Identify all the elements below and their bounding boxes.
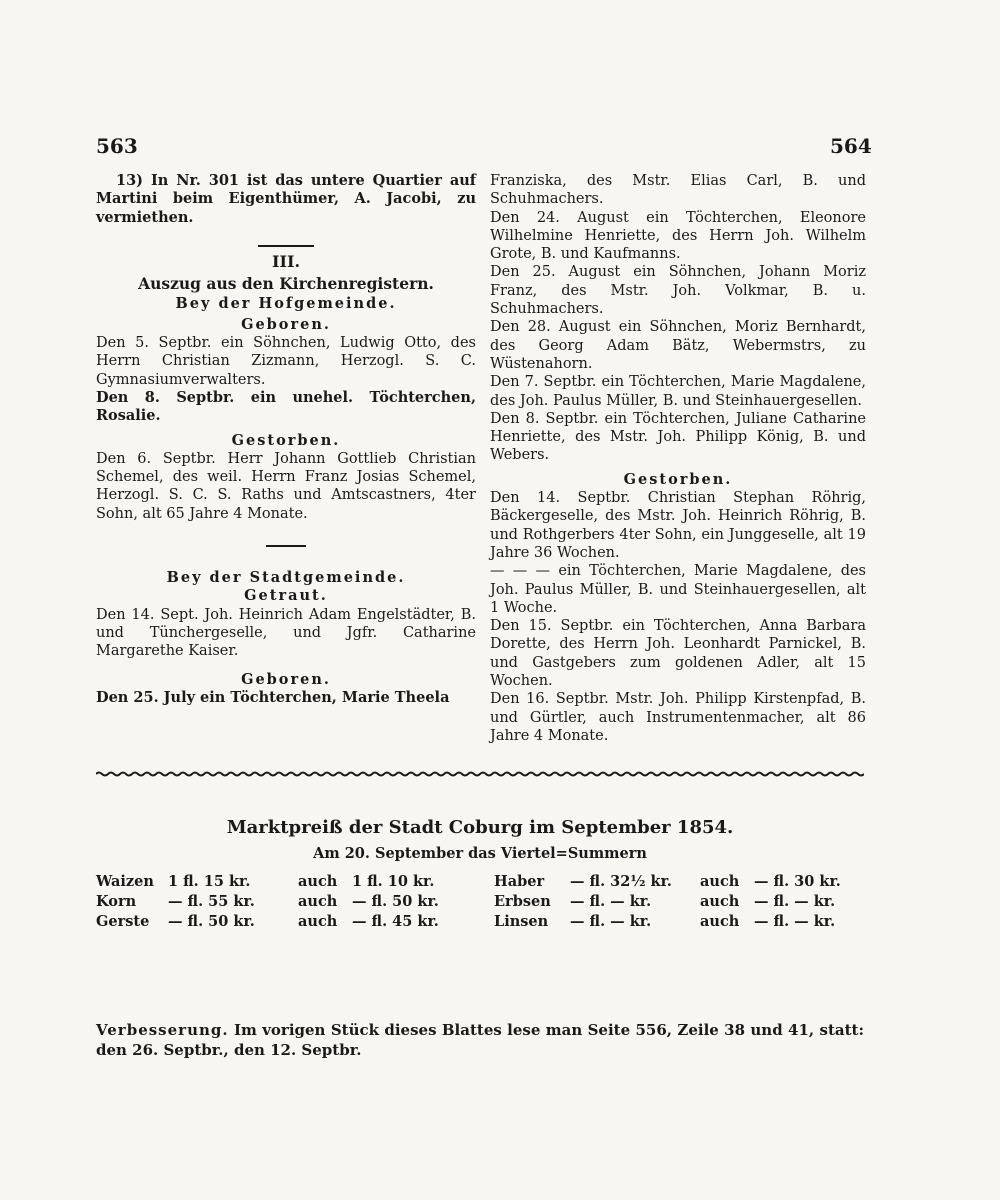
notice-item-13: 13) In Nr. 301 ist das untere Quartier auf Martini beim Eigenthümer, A. Jacobi, zu vermiethen. <box>96 172 476 226</box>
grain-name: Haber <box>494 873 545 890</box>
price-high: — fl. — kr. <box>570 893 652 910</box>
price-auch: auch <box>298 913 338 930</box>
correction-label: Verbesserung. <box>96 1021 229 1039</box>
register-entry: Den 25. July ein Töchterchen, Marie Theela <box>96 688 450 706</box>
grain-name: Gerste <box>96 913 150 930</box>
price-high: — fl. 32½ kr. <box>570 873 672 890</box>
register-entry: Den 6. Septbr. Herr Johann Gottlieb Christian Schemel, des weil. Herrn Franz Josias Schemel, Herzogl. S. C. S. Raths und Amtscastners, 4ter Sohn, alt 65 Jahre 4 Monate. <box>96 450 476 522</box>
price-auch: auch <box>700 873 740 890</box>
register-entry: Den 24. August ein Töchterchen, Eleonore Wilhelmine Henriette, des Herrn Joh. Wilhelm Grote, B. und Kaufmanns. <box>490 209 866 263</box>
market-subtitle: Am 20. September das Viertel=Summern <box>313 845 647 862</box>
right-column <box>490 172 866 745</box>
register-entry: Den 15. Septbr. ein Töchterchen, Anna Barbara Dorette, des Herrn Joh. Leonhardt Parnickel, B. und Gastgebers zum goldenen Adler, alt 15 Wochen. <box>490 618 866 690</box>
correction-text: Im vorigen Stück dieses Blattes lese man Seite 556, Zeile 38 und 41, statt: den 26. Septbr., den 12. Septbr. <box>96 1021 864 1059</box>
price-high: 1 fl. 15 kr. <box>168 873 251 890</box>
grain-name: Linsen <box>494 913 549 930</box>
price-auch: auch <box>298 873 338 890</box>
register-entry: Den 16. Septbr. Mstr. Joh. Philipp Kirstenpfad, B. und Gürtler, auch Instrumentenmacher, alt 86 Jahre 4 Monate. <box>490 691 866 744</box>
page-number-left: 563 <box>96 134 138 158</box>
price-row <box>494 892 864 912</box>
subheading-geboren: Geboren. <box>241 315 331 333</box>
price-row <box>96 872 466 892</box>
price-auch: auch <box>700 913 740 930</box>
grain-name: Korn <box>96 893 137 910</box>
correction-note <box>96 1020 864 1060</box>
register-entry: Den 8. Septbr. ein Töchterchen, Juliane Catharine Henriette, des Mstr. Joh. Philipp König, B. und Webers. <box>490 410 866 464</box>
register-entry: Den 5. Septbr. ein Söhnchen, Ludwig Otto, des Herrn Christian Zizmann, Herzogl. S. C. Gymnasiumverwalters. <box>96 335 476 388</box>
price-high: — fl. — kr. <box>570 913 652 930</box>
register-entry: Den 14. Sept. Joh. Heinrich Adam Engelstädter, B. und Tünchergeselle, und Jgfr. Catharine Margarethe Kaiser. <box>96 606 476 660</box>
grain-name: Waizen <box>96 873 154 890</box>
price-table-right <box>494 872 864 932</box>
subheading-gestorben: Gestorben. <box>623 470 733 488</box>
price-low: — fl. — kr. <box>754 893 836 910</box>
price-row <box>96 892 466 912</box>
price-high: — fl. 55 kr. <box>168 893 255 910</box>
market-title: Marktpreiß der Stadt Coburg im September 1854. <box>226 817 734 838</box>
price-row <box>96 912 466 932</box>
left-column <box>96 172 476 707</box>
market-prices <box>96 818 864 932</box>
parish-heading-stadt: Bey der Stadtgemeinde. <box>166 569 406 587</box>
price-low: — fl. 50 kr. <box>352 893 439 910</box>
separator-rule <box>266 545 306 547</box>
price-row <box>494 912 864 932</box>
register-entry: Den 8. Septbr. ein unehel. Töchterchen, Rosalie. <box>96 388 476 425</box>
register-entry: Den 7. Septbr. ein Töchterchen, Marie Magdalene, des Joh. Paulus Müller, B. und Steinhauergesellen. <box>490 374 866 409</box>
subheading-geboren: Geboren. <box>241 670 331 688</box>
register-entry: Den 28. August ein Söhnchen, Moriz Bernhardt, des Georg Adam Bätz, Webermstrs, zu Wüstenahorn. <box>490 319 866 372</box>
price-row <box>494 872 864 892</box>
section-heading: Auszug aus den Kirchenregistern. <box>138 274 434 294</box>
register-entry: Franziska, des Mstr. Elias Carl, B. und Schuhmachers. <box>490 173 866 208</box>
price-low: 1 fl. 10 kr. <box>352 873 435 890</box>
price-low: — fl. — kr. <box>754 913 836 930</box>
register-entry: — — — ein Töchterchen, Marie Magdalene, des Joh. Paulus Müller, B. und Steinhauergesellen, alt 1 Woche. <box>490 563 866 616</box>
price-low: — fl. 30 kr. <box>754 873 841 890</box>
grain-name: Erbsen <box>494 893 551 910</box>
page-number-right: 564 <box>830 134 872 158</box>
subheading-getraut: Getraut. <box>244 587 328 605</box>
price-high: — fl. 50 kr. <box>168 913 255 930</box>
price-auch: auch <box>298 893 338 910</box>
parish-heading-hof: Bey der Hofgemeinde. <box>175 295 397 313</box>
price-table-left <box>96 872 466 932</box>
separator-rule <box>258 245 314 247</box>
price-low: — fl. 45 kr. <box>352 913 439 930</box>
wavy-divider <box>96 770 864 778</box>
register-entry: Den 14. Septbr. Christian Stephan Röhrig, Bäckergeselle, des Mstr. Joh. Heinrich Röhrig, B. und Rothgerbers 4ter Sohn, ein Junggeselle, alt 19 Jahre 36 Wochen. <box>490 490 866 561</box>
subheading-gestorben: Gestorben. <box>231 431 341 449</box>
section-number: III. <box>271 251 301 271</box>
register-entry: Den 25. August ein Söhnchen, Johann Moriz Franz, des Mstr. Joh. Volkmar, B. u. Schuhmachers. <box>490 264 866 318</box>
price-auch: auch <box>700 893 740 910</box>
